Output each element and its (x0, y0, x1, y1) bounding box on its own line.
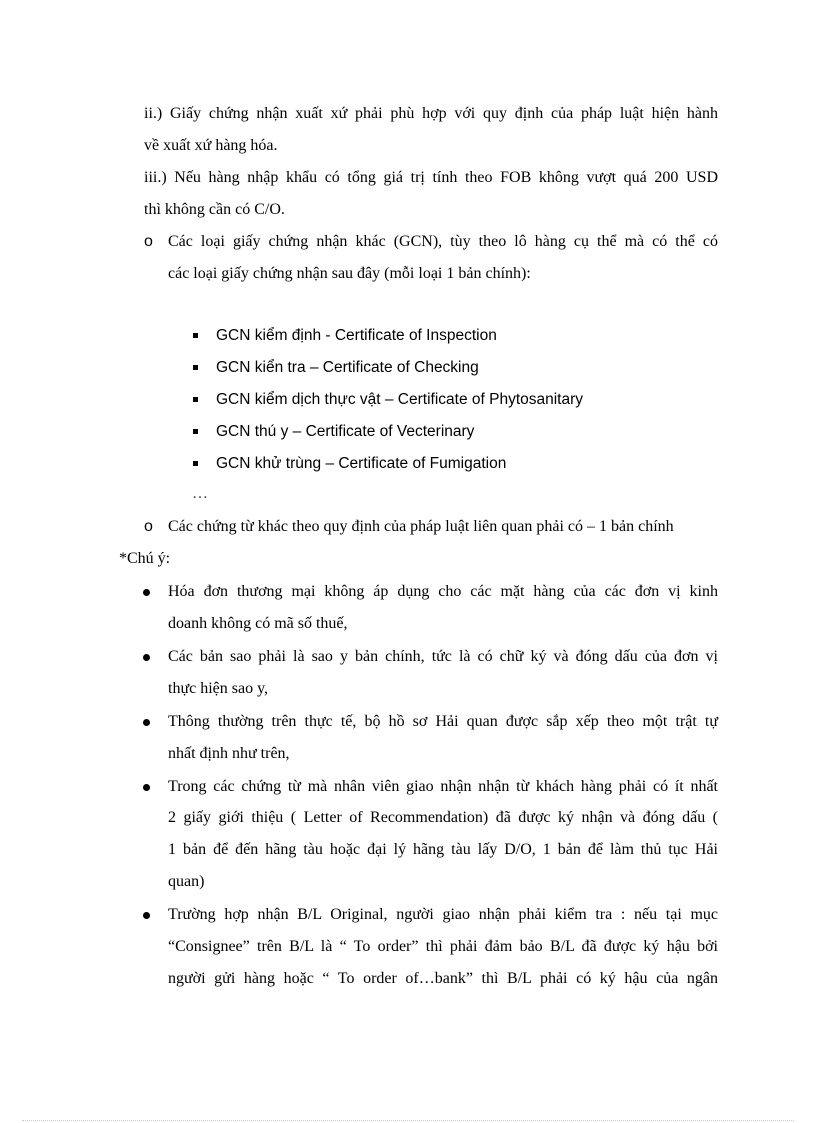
note-item-4-line1: Trong các chứng từ mà nhân viên giao nhận nhận từ khách hàng phải có ít nhất (168, 778, 718, 795)
note-item-5-line2: “Consignee” trên B/L là “ To order” thì phải đảm bảo B/L đã được ký hậu bởi (168, 938, 718, 955)
certificate-item: GCN kiểm định - Certificate of Inspection (216, 327, 497, 344)
note-item-4-line3: 1 bản để đến hãng tàu hoặc đại lý hãng tàu lấy D/O, 1 bản để làm thủ tục Hải (168, 841, 718, 858)
certificate-item: GCN kiểm dịch thực vật – Certificate of Phytosanitary (216, 391, 584, 408)
round-bullet-icon (143, 719, 150, 726)
certificate-item: GCN thú y – Certificate of Vecterinary (216, 423, 475, 440)
hollow-bullet-icon: o (144, 233, 153, 250)
ellipsis: … (192, 485, 208, 502)
square-bullet-icon (193, 333, 198, 338)
certificate-item: GCN khử trùng – Certificate of Fumigation (216, 455, 507, 472)
round-bullet-icon (143, 784, 150, 791)
other-certs-intro-line2: các loại giấy chứng nhận sau đây (mỗi loại 1 bản chính): (168, 265, 531, 282)
round-bullet-icon (143, 589, 150, 596)
paragraph-iii-line2: thì không cần có C/O. (144, 201, 285, 218)
note-item-2-line2: thực hiện sao y, (168, 680, 269, 697)
certificate-item: GCN kiển tra – Certificate of Checking (216, 359, 479, 376)
square-bullet-icon (193, 429, 198, 434)
note-item-3-line2: nhất định như trên, (168, 745, 290, 762)
square-bullet-icon (193, 397, 198, 402)
hollow-bullet-icon: o (144, 518, 153, 535)
page-bottom-rule (22, 1120, 794, 1121)
note-item-2-line1: Các bản sao phải là sao y bản chính, tức là có chữ ký và đóng dấu của đơn vị (168, 648, 718, 665)
note-item-4-line2: 2 giấy giới thiệu ( Letter of Recommendation) đã được ký nhận và đóng dấu ( (168, 809, 718, 826)
square-bullet-icon (193, 461, 198, 466)
note-item-3-line1: Thông thường trên thực tế, bộ hồ sơ Hải quan được sắp xếp theo một trật tự (168, 713, 718, 730)
note-item-4-line4: quan) (168, 873, 205, 890)
paragraph-ii-line1: ii.) Giấy chứng nhận xuất xứ phải phù hợp với quy định của pháp luật hiện hành (144, 105, 718, 122)
round-bullet-icon (143, 654, 150, 661)
note-item-1-line1: Hóa đơn thương mại không áp dụng cho các mặt hàng của các đơn vị kinh (168, 583, 718, 600)
note-item-5-line1: Trường hợp nhận B/L Original, người giao nhận phải kiểm tra : nếu tại mục (168, 906, 718, 923)
note-item-1-line2: doanh không có mã số thuế, (168, 615, 348, 632)
paragraph-iii-line1: iii.) Nếu hàng nhập khẩu có tổng giá trị tính theo FOB không vượt quá 200 USD (144, 169, 718, 186)
other-docs-text: Các chứng từ khác theo quy định của pháp luật liên quan phải có – 1 bản chính (168, 518, 674, 535)
square-bullet-icon (193, 365, 198, 370)
note-item-5-line3: người gửi hàng hoặc “ To order of…bank” thì B/L phải có ký hậu của ngân (168, 970, 718, 987)
paragraph-ii-line2: về xuất xứ hàng hóa. (144, 137, 278, 154)
round-bullet-icon (143, 912, 150, 919)
note-heading: *Chú ý: (119, 550, 171, 567)
other-certs-intro-line1: Các loại giấy chứng nhận khác (GCN), tùy theo lô hàng cụ thể mà có thể có (168, 233, 718, 250)
